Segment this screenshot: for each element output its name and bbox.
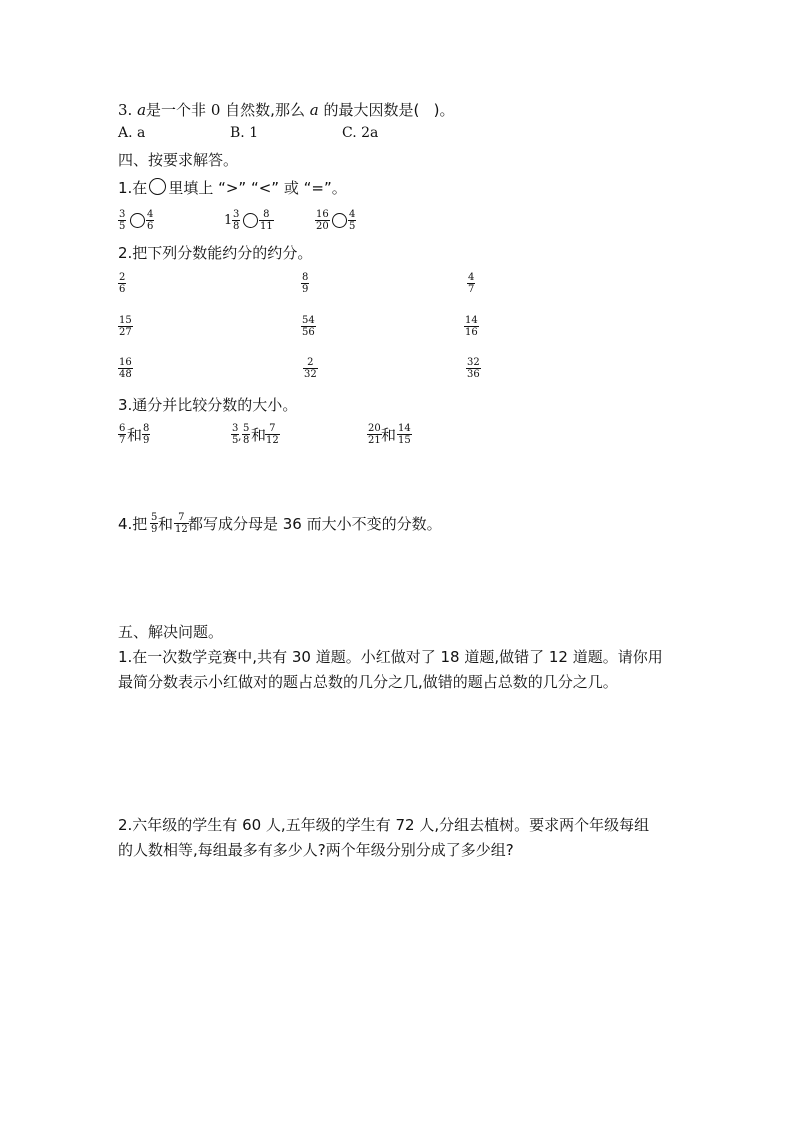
option-a: A. a bbox=[118, 125, 146, 141]
s5-problem-1-line-1: 1.在一次数学竞赛中,共有 30 道题。小红做对了 18 道题,做错了 12 道题。请你用 bbox=[118, 648, 663, 666]
fraction: 8 9 bbox=[143, 423, 150, 446]
fraction: 7 12 bbox=[266, 423, 279, 446]
he-label: 和 bbox=[158, 515, 174, 533]
section-5-heading: 五、解决问题。 bbox=[118, 623, 224, 641]
he-label: 和 bbox=[251, 426, 267, 444]
fraction: 2 6 bbox=[119, 272, 126, 295]
fraction: 8 9 bbox=[302, 272, 309, 295]
fraction: 8 11 bbox=[260, 209, 273, 232]
s4-q2-instruction: 2.把下列分数能约分的约分。 bbox=[118, 244, 313, 262]
fraction: 7 12 bbox=[175, 512, 188, 535]
whole-number: 1 bbox=[224, 213, 233, 228]
fraction: 32 36 bbox=[467, 357, 480, 380]
fraction: 3 5 bbox=[119, 209, 126, 232]
fraction: 15 27 bbox=[119, 315, 132, 338]
s4-q4-post: 都写成分母是 36 而大小不变的分数。 bbox=[188, 515, 442, 533]
s5-problem-2-line-1: 2.六年级的学生有 60 人,五年级的学生有 72 人,分组去植树。要求两个年级每组 bbox=[118, 816, 650, 834]
circle-icon bbox=[149, 178, 166, 195]
fraction: 20 21 bbox=[368, 423, 381, 446]
question-3-line: 3. a是一个非 0 自然数,那么 a 的最大因数是( )。 bbox=[118, 101, 455, 119]
option-b: B. 1 bbox=[230, 125, 259, 141]
comma: , bbox=[238, 430, 242, 443]
fraction: 3 8 bbox=[233, 209, 240, 232]
he-label: 和 bbox=[127, 426, 143, 444]
fraction: 16 20 bbox=[316, 209, 329, 232]
s5-problem-1-line-2: 最简分数表示小红做对的题占总数的几分之几,做错的题占总数的几分之几。 bbox=[118, 673, 618, 691]
s5-problem-2-line-2: 的人数相等,每组最多有多少人?两个年级分别分成了多少组? bbox=[118, 841, 514, 859]
fraction: 5 8 bbox=[243, 423, 250, 446]
fraction: 16 48 bbox=[119, 357, 132, 380]
fraction: 4 6 bbox=[147, 209, 154, 232]
section-4-heading: 四、按要求解答。 bbox=[118, 151, 239, 169]
fraction: 54 56 bbox=[302, 315, 315, 338]
option-c: C. 2a bbox=[342, 125, 379, 141]
fraction: 4 7 bbox=[468, 272, 475, 295]
fraction: 5 9 bbox=[151, 512, 158, 535]
s4-q4-pre: 4.把 bbox=[118, 515, 148, 533]
compare-circle[interactable] bbox=[332, 213, 347, 228]
fraction: 14 15 bbox=[398, 423, 411, 446]
fraction: 4 5 bbox=[349, 209, 356, 232]
fraction: 3 5 bbox=[232, 423, 239, 446]
fraction: 6 7 bbox=[119, 423, 126, 446]
s4-q3-instruction: 3.通分并比较分数的大小。 bbox=[118, 396, 298, 414]
compare-circle[interactable] bbox=[243, 213, 258, 228]
fraction: 2 32 bbox=[304, 357, 317, 380]
s4-q1-instruction: 1.在 里填上 “>” “<” 或 “=”。 bbox=[118, 179, 347, 197]
compare-circle[interactable] bbox=[130, 213, 145, 228]
fraction: 14 16 bbox=[465, 315, 478, 338]
he-label: 和 bbox=[381, 426, 397, 444]
